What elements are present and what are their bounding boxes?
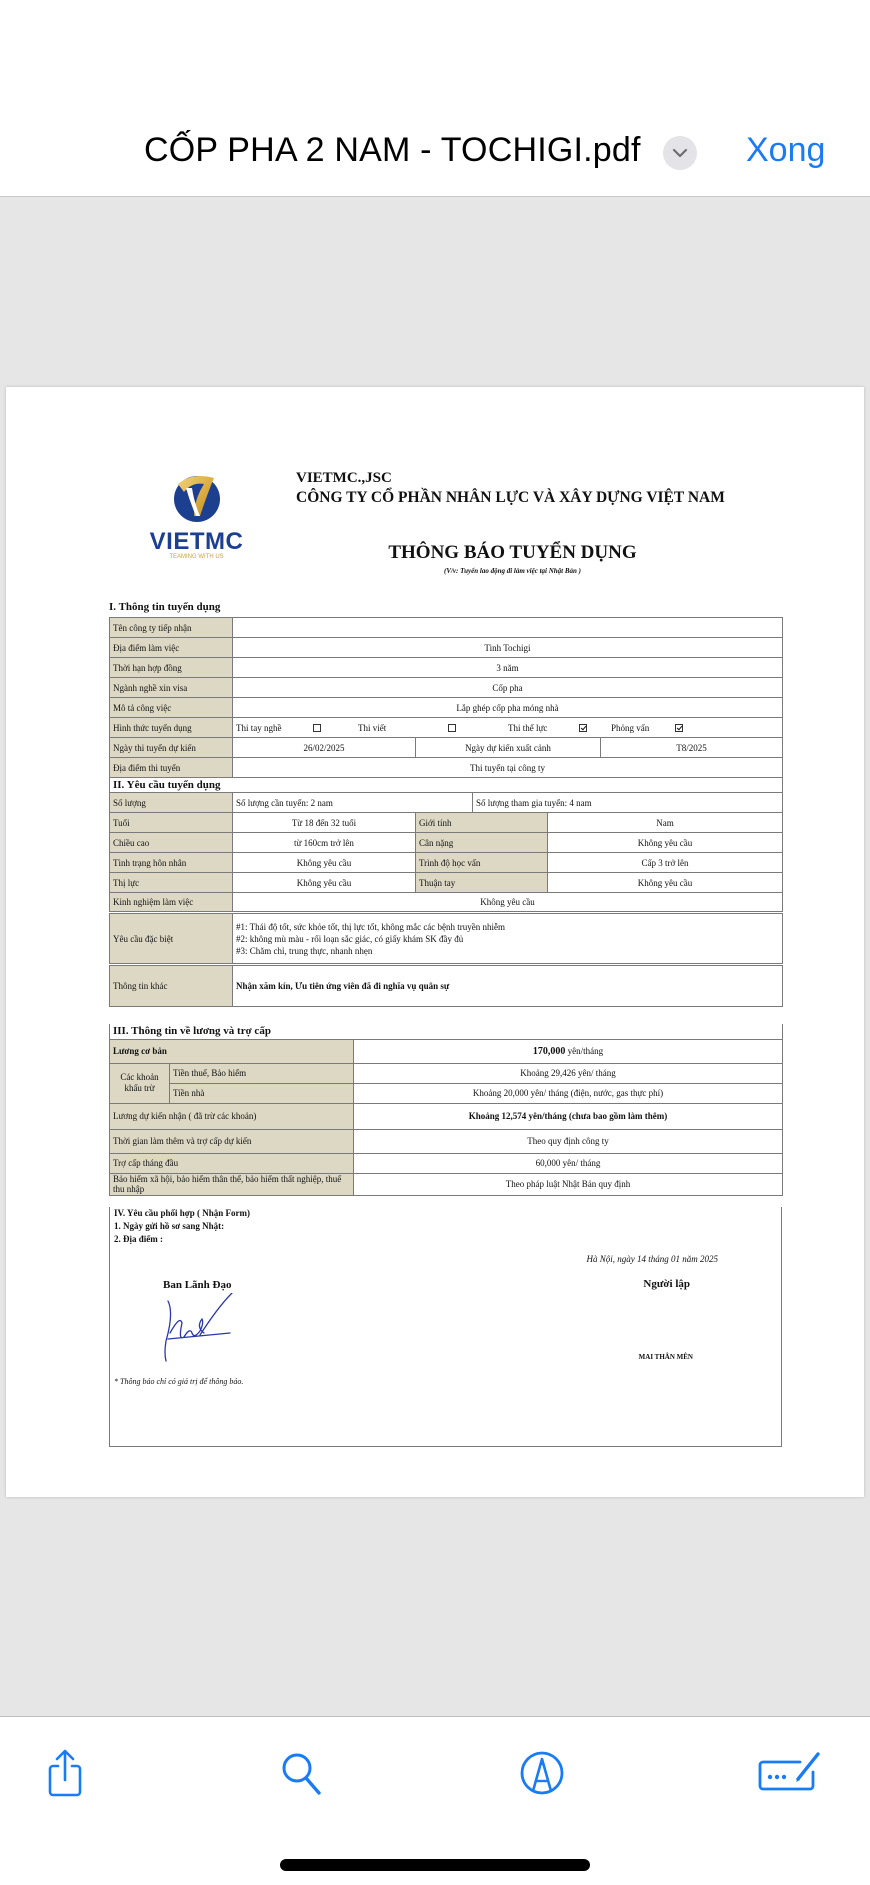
quantity-needed: Số lượng cần tuyển: 2 nam [233, 793, 473, 813]
done-button[interactable]: Xong [746, 131, 826, 169]
search-icon [279, 1750, 325, 1796]
row-value: Theo quy định công ty [354, 1129, 783, 1153]
row-value: Không yêu cầu [233, 873, 416, 893]
table-row [110, 658, 783, 678]
requirement-line: #3: Chăm chỉ, trung thực, nhanh nhẹn [236, 945, 373, 956]
document-title[interactable]: CỐP PHA 2 NAM - TOCHIGI.pdf [144, 131, 641, 169]
fill-and-sign-button[interactable] [756, 1745, 826, 1801]
row-label: Thời gian làm thêm và trợ cấp dự kiến [110, 1129, 354, 1153]
leadership-label: Ban Lãnh Đạo [163, 1279, 232, 1291]
row-label: Địa điểm thi tuyển [110, 758, 233, 778]
quantity-joining: Số lượng tham gia tuyển: 4 nam [473, 793, 783, 813]
markup-icon [518, 1749, 566, 1797]
row-label: Cân nặng [416, 833, 548, 853]
row-label: Thị lực [110, 873, 233, 893]
table-row [110, 813, 783, 833]
row-value [233, 618, 783, 638]
signature-image [160, 1293, 240, 1363]
option-label: Thi tay nghề [236, 722, 282, 733]
deductions-label: Các khoản khấu trừ [110, 1063, 170, 1103]
date-line: Hà Nội, ngày 14 tháng 01 năm 2025 [586, 1254, 718, 1264]
base-salary-value [354, 1039, 783, 1063]
table-row [110, 758, 783, 778]
markup-button[interactable] [514, 1745, 570, 1801]
row-value: Cốp pha [233, 678, 783, 698]
row-label: Mô tả công việc [110, 698, 233, 718]
checkbox-physical-test[interactable] [573, 723, 603, 733]
row-label: Lương cơ bản [110, 1039, 354, 1063]
row-value: Từ 18 đến 32 tuổi [233, 813, 416, 833]
notice-subtitle: (V/v: Tuyển lao động đi làm việc tại Nhật Bản ) [443, 567, 581, 575]
row-value: Theo pháp luật Nhật Bản quy định [354, 1173, 783, 1195]
row-value: Nam [548, 813, 783, 833]
row-value: Không yêu cầu [233, 853, 416, 873]
net-salary-value: Khoảng 12,574 yên/tháng (chưa bao gồm làm thêm) [354, 1103, 783, 1129]
table-row [110, 965, 783, 1007]
row-label: Hình thức tuyển dụng [110, 718, 233, 738]
row-label: Ngành nghề xin visa [110, 678, 233, 698]
row-value: Không yêu cầu [233, 893, 783, 913]
section-3-heading: III. Thông tin về lương và trợ cấp [110, 1024, 783, 1039]
checkbox-icon [448, 724, 456, 732]
chevron-down-icon [672, 148, 688, 158]
table-row [110, 1153, 783, 1173]
notice-title: THÔNG BÁO TUYỂN DỤNG [388, 542, 637, 563]
nav-bar [0, 0, 870, 197]
section-4-line-2: 2. Địa điểm : [114, 1234, 163, 1244]
document-content [6, 387, 864, 1497]
row-label: Tiền thuế, Bảo hiểm [170, 1063, 354, 1083]
table-row [110, 913, 783, 965]
option-label: Thi thể lực [508, 722, 548, 733]
home-indicator[interactable] [280, 1859, 590, 1871]
row-value: Nhận xăm kín, Ưu tiên ứng viên đã đi nghĩa vụ quân sự [233, 965, 783, 1007]
preparer-label: Người lập [643, 1278, 690, 1290]
share-icon [45, 1748, 85, 1798]
pdf-page[interactable] [6, 387, 864, 1497]
row-value: Không yêu cầu [548, 833, 783, 853]
coordination-and-signature-box [109, 1207, 782, 1447]
row-label: Thời hạn hợp đồng [110, 658, 233, 678]
row-label: Kinh nghiệm làm việc [110, 893, 233, 913]
row-value: 3 năm [233, 658, 783, 678]
table-row [110, 638, 783, 658]
row-label: Thông tin khác [110, 965, 233, 1007]
row-label: Tình trạng hôn nhân [110, 853, 233, 873]
row-value: Tinh Tochigi [233, 638, 783, 658]
option-label: Thi viết [358, 722, 387, 733]
row-label: Tuổi [110, 813, 233, 833]
section-2-heading-row [110, 778, 783, 793]
section-2-heading: II. Yêu cầu tuyển dụng [110, 778, 783, 793]
table-row [110, 893, 783, 913]
table-row [110, 1173, 783, 1195]
company-short-name: VIETMC.,JSC [296, 470, 392, 486]
table-row [110, 718, 783, 738]
row-label: Chiều cao [110, 833, 233, 853]
option-label: Phỏng vấn [611, 722, 650, 733]
table-row [110, 1103, 783, 1129]
row-label: Số lượng [110, 793, 233, 813]
validity-note: * Thông báo chỉ có giá trị để thông báo. [114, 1377, 244, 1386]
row-label: Thuận tay [416, 873, 548, 893]
share-button[interactable] [37, 1745, 93, 1801]
checkbox-skill-test[interactable] [313, 723, 358, 733]
table-row [110, 698, 783, 718]
fill-sign-icon [758, 1750, 824, 1796]
row-label: Trợ cấp tháng đầu [110, 1153, 354, 1173]
base-salary-unit: yên/tháng [565, 1045, 604, 1056]
table-row [110, 833, 783, 853]
row-value: từ 160cm trở lên [233, 833, 416, 853]
search-button[interactable] [274, 1745, 330, 1801]
checkbox-interview[interactable] [675, 723, 705, 733]
checkbox-written-test[interactable] [438, 723, 483, 733]
row-label: Bảo hiểm xã hội, bảo hiểm thân thể, bảo hiểm thất nghiệp, thuế thu nhập [110, 1173, 354, 1195]
recruitment-info-table [109, 617, 783, 1007]
title-menu-button[interactable] [663, 136, 697, 170]
depart-date-label: Ngày dự kiến xuất cảnh [416, 738, 601, 758]
row-value: Cấp 3 trở lên [548, 853, 783, 873]
section-1-heading: I. Thông tin tuyển dụng [109, 601, 221, 613]
table-row [110, 678, 783, 698]
bottom-toolbar [0, 1716, 870, 1885]
logo-emblem-icon [172, 472, 222, 524]
row-value: Khoảng 29,426 yên/ tháng [354, 1063, 783, 1083]
special-requirements [233, 913, 783, 965]
row-label: Tên công ty tiếp nhận [110, 618, 233, 638]
row-label: Yêu cầu đặc biệt [110, 913, 233, 965]
base-salary-amount: 170,000 [532, 1045, 566, 1057]
table-row [110, 1039, 783, 1063]
preparer-name: MAI THÂN MÊN [638, 1353, 693, 1361]
table-row [110, 1083, 783, 1103]
table-row [110, 1063, 783, 1083]
logo-tagline: TEAMING WITH US [169, 554, 224, 560]
row-value: Thi tuyển tại công ty [233, 758, 783, 778]
row-label: Lương dự kiến nhận ( đã trừ các khoản) [110, 1103, 354, 1129]
row-label: Tiền nhà [170, 1083, 354, 1103]
row-label: Địa điểm làm việc [110, 638, 233, 658]
table-row [110, 873, 783, 893]
recruit-form-options [233, 718, 783, 738]
row-value: Lắp ghép cốp pha móng nhà [233, 698, 783, 718]
requirement-line: #1: Thái độ tốt, sức khỏe tốt, thị lực tốt, không mắc các bệnh truyền nhiễm [236, 921, 506, 932]
row-label: Ngày thi tuyển dự kiến [110, 738, 233, 758]
table-row [110, 853, 783, 873]
section-4-heading: IV. Yêu cầu phối hợp ( Nhận Form) [114, 1208, 251, 1218]
row-label: Giới tính [416, 813, 548, 833]
company-full-name: CÔNG TY CỔ PHẦN NHÂN LỰC VÀ XÂY DỰNG VIỆT NAM [296, 489, 725, 506]
table-row [110, 618, 783, 638]
table-row [110, 793, 783, 813]
logo-wordmark: VIETMC [149, 528, 244, 555]
exam-date-value: 26/02/2025 [233, 738, 416, 758]
table-row [110, 738, 783, 758]
row-value: Không yêu cầu [548, 873, 783, 893]
row-label: Trình độ học vấn [416, 853, 548, 873]
depart-date-value: T8/2025 [601, 738, 783, 758]
section-3-heading-row [110, 1024, 783, 1039]
checkbox-checked-icon [579, 724, 587, 732]
row-value: 60,000 yên/ tháng [354, 1153, 783, 1173]
checkbox-icon [313, 724, 321, 732]
requirement-line: #2: không mù màu - rối loạn sắc giác, có giấy khám SK đầy đủ [236, 933, 464, 944]
salary-table [109, 1024, 783, 1196]
checkbox-checked-icon [675, 724, 683, 732]
row-value: Khoảng 20,000 yên/ tháng (điện, nước, gas thực phí) [354, 1083, 783, 1103]
table-row [110, 1129, 783, 1153]
section-4-line-1: 1. Ngày gửi hồ sơ sang Nhật: [114, 1221, 225, 1231]
